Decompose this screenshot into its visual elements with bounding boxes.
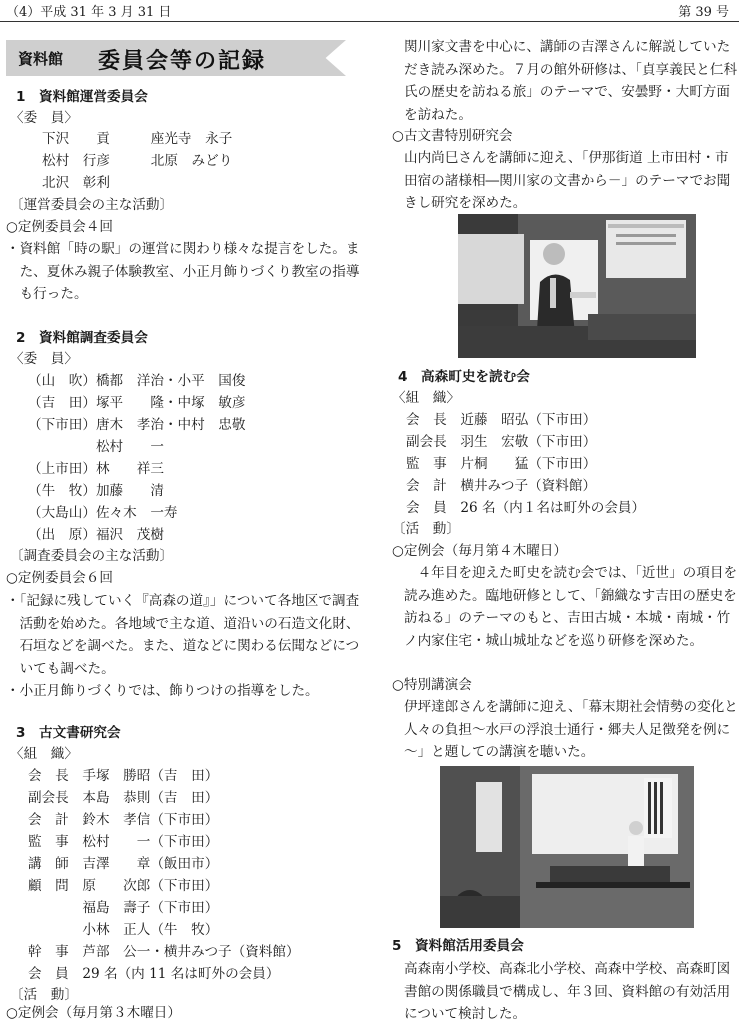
section-3-heading: 3 古文書研究会 <box>16 725 121 741</box>
s3-org-row: 小林 正人（牛 牧） <box>28 922 219 938</box>
s4-activity-text: ４年目を迎えた町史を読む会では、「近世」の項目を読み進めた。臨地研修として、「錦織なす吉田の歴史を訪ねる」のテーマのもと、吉田古城・本城・南城・竹ノ内家住宅・城山城址などを巡り研修を深めた。 <box>404 565 738 649</box>
s4-org-row: 副会長 羽生 宏敬（下市田） <box>406 434 597 450</box>
lecture-photo <box>458 214 696 358</box>
issue-date: （4）平成 31 年 3 月 31 日 <box>6 5 172 20</box>
s4-org-row: 会 員 26 名（内１名は町外の会員） <box>406 500 646 516</box>
s3-org-row: 会 長 手塚 勝昭（吉 田） <box>28 768 219 784</box>
s3-org-row: 幹 事 芦部 公一・横井みつ子（資料館） <box>28 944 300 960</box>
s2-activity-text: ・「記録に残していく『高森の道』」について各地区で調査活動を始めた。各地域で主な道、道沿いの石造文化財、石垣などを調べた。また、道などに関わる伝聞などについても調べた。 <box>6 593 360 677</box>
s3-activity: ○古文書特別研究会 <box>392 128 513 144</box>
s3-org-row: 会 員 29 名（内 11 名は町外の会員） <box>28 966 280 982</box>
s3-activities-label: 〔活 動〕 <box>10 987 78 1003</box>
s1-activities-label: 〔運営委員会の主な活動〕 <box>10 197 174 213</box>
s4-activity-text: 伊坪達郎さんを講師に迎え、「幕末期社会情勢の変化と人々の負担～水戸の浮浪士通行・郷夫人足徴発を例に～」と題しての講演を聴いた。 <box>404 699 738 761</box>
s4-activity: ○特別講演会 <box>392 677 472 693</box>
s2-activities-label: 〔調査委員会の主な活動〕 <box>10 548 174 564</box>
s3-org-row: 監 事 松村 一（下市田） <box>28 834 219 850</box>
s3-activity-text: 山内尚巳さんを講師に迎え、「伊那街道 上市田村・市田宿の諸様相―関川家の文書から－」のテーマでお聞きし研究を深めた。 <box>404 150 731 212</box>
s4-org-label: 〈組 織〉 <box>392 390 460 406</box>
section-1-heading: 1 資料館運営委員会 <box>16 89 148 105</box>
lecture-hall-photo <box>440 766 694 928</box>
s2-member-row: （上市田）林 祥三 <box>28 461 164 477</box>
s3-org-row: 福島 壽子（下市田） <box>28 900 219 916</box>
s2-member-row: （山 吹）橋都 洋治・小平 国俊 <box>28 373 246 389</box>
s5-text: 高森南小学校、高森北小学校、高森中学校、高森町図書館の関係職員で構成し、年３回、資料館の有効活用について検討した。 <box>404 961 731 1023</box>
section-5-heading: 5 資料館活用委員会 <box>392 938 524 954</box>
s1-activity: ○定例委員会４回 <box>6 219 114 235</box>
s2-member-row: （吉 田）塚平 隆・中塚 敏彦 <box>28 395 246 411</box>
right-column <box>392 0 738 1024</box>
issue-number: 第 39 号 <box>678 5 729 20</box>
s3-org-row: 顧 問 原 次郎（下市田） <box>28 878 219 894</box>
s4-activities-label: 〔活 動〕 <box>392 521 460 537</box>
s4-org-row: 監 事 片桐 猛（下市田） <box>406 456 597 472</box>
s2-activity-text: ・小正月飾りづくりでは、飾りつけの指導をした。 <box>6 683 319 699</box>
s1-member-row: 松村 行彦 北原 みどり <box>42 153 233 169</box>
s1-member-row: 北沢 彰利 <box>42 175 110 191</box>
s1-activity-text: ・資料館「時の駅」の運営に関わり様々な提言をした。また、夏休み親子体験教室、小正月飾りづくり教室の指導も行った。 <box>6 241 360 303</box>
s2-members-label: 〈委 員〉 <box>10 351 78 367</box>
banner-title: 委員会等の記録 <box>98 49 267 74</box>
s4-org-row: 会 長 近藤 昭弘（下市田） <box>406 412 597 428</box>
s2-member-row: （下市田）唐木 孝治・中村 忠敬 <box>28 417 246 433</box>
s1-member-row: 下沢 貢 座光寺 永子 <box>42 131 233 147</box>
s2-member-row: 松村 一 <box>28 439 164 455</box>
s3-org-row: 会 計 鈴木 孝信（下市田） <box>28 812 219 828</box>
s4-org-row: 会 計 横井みつ子（資料館） <box>406 478 597 494</box>
section-4-heading: 4 高森町史を読む会 <box>398 369 530 385</box>
lecture-photo-image <box>458 214 696 358</box>
s2-member-row: （出 原）福沢 茂樹 <box>28 527 164 543</box>
s3-org-row: 副会長 本島 恭則（吉 田） <box>28 790 219 806</box>
s3-activity: ○定例会（毎月第３木曜日） <box>6 1005 181 1021</box>
s2-activity: ○定例委員会６回 <box>6 570 114 586</box>
s3-activity-text: 関川家文書を中心に、講師の吉澤さんに解説していただき読み深めた。７月の館外研修は、「貞享義民と仁科氏の歴史を訪ねる旅」のテーマで、安曇野・大町方面を訪ねた。 <box>404 39 738 123</box>
lecture-hall-photo-image <box>440 766 694 928</box>
s2-member-row: （大島山）佐々木 一寿 <box>28 505 178 521</box>
s3-org-row: 講 師 吉澤 章（飯田市） <box>28 856 219 872</box>
s3-org-label: 〈組 織〉 <box>10 746 78 762</box>
s2-member-row: （牛 牧）加藤 清 <box>28 483 164 499</box>
section-2-heading: 2 資料館調査委員会 <box>16 330 148 346</box>
left-column <box>6 0 366 1024</box>
s1-members-label: 〈委 員〉 <box>10 110 78 126</box>
s4-activity: ○定例会（毎月第４木曜日） <box>392 543 567 559</box>
banner-subtitle: 資料館 <box>18 50 64 68</box>
